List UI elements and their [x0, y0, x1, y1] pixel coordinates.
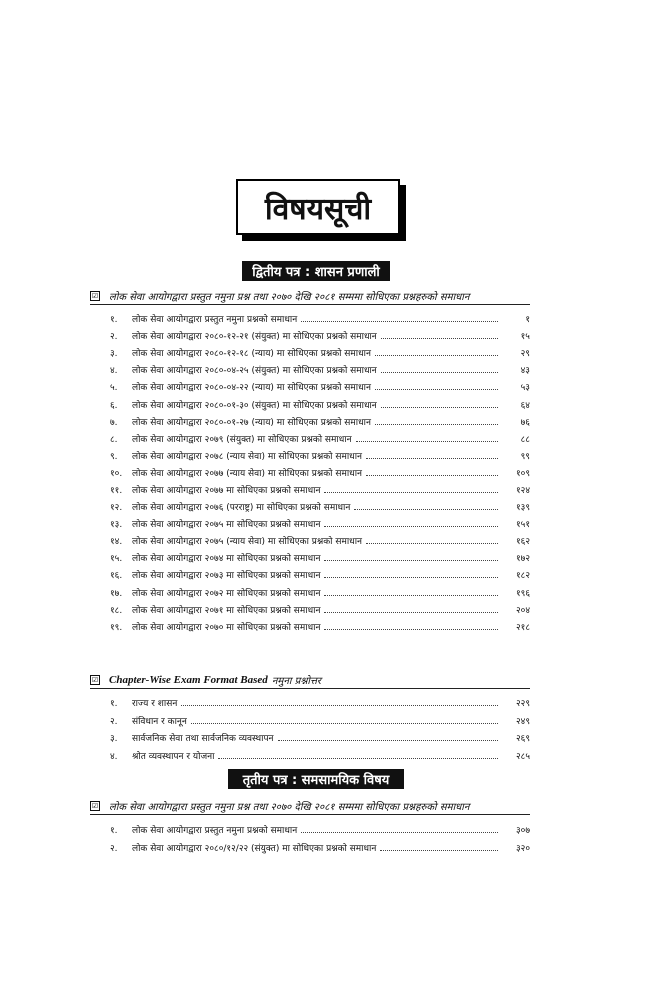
checkbox-icon: ☑	[91, 675, 99, 684]
toc-leader-dots	[380, 850, 498, 851]
checkbox-icon: ☑	[91, 801, 99, 810]
toc-entry[interactable]	[110, 584, 530, 601]
toc-entry-title: लोक सेवा आयोगद्वारा २०७२ मा सोधिएका प्रश्नको समाधान	[132, 588, 321, 599]
toc-entry[interactable]	[110, 395, 530, 412]
toc-entry[interactable]	[110, 515, 530, 532]
toc-entry-title: लोक सेवा आयोगद्वारा २०७४ मा सोधिएका प्रश्नको समाधान	[132, 554, 321, 565]
section-heading-text: नमुना प्रश्नोत्तर	[271, 675, 322, 687]
toc-entry-title: लोक सेवा आयोगद्वारा २०७५ मा सोधिएका प्रश्नको समाधान	[132, 520, 321, 531]
toc-entry-page: २२९	[515, 699, 530, 710]
toc-entry-page: १२४	[515, 485, 530, 496]
toc-entry-title: लोक सेवा आयोगद्वारा २०७६ (परराष्ट्र) मा सोधिएका प्रश्नको समाधान	[132, 503, 351, 514]
toc-entry[interactable]	[110, 464, 530, 481]
toc-entry-page: १	[525, 315, 530, 326]
toc-entry-number: १७.	[110, 588, 123, 599]
toc-entry-page: ८८	[520, 434, 530, 445]
toc-leader-dots	[218, 758, 498, 759]
toc-entry[interactable]	[110, 361, 530, 378]
toc-entry-title: लोक सेवा आयोगद्वारा २०७७ (न्याय सेवा) मा सोधिएका प्रश्नको समाधान	[132, 468, 363, 479]
toc-leader-dots	[375, 424, 498, 425]
toc-leader-dots	[381, 372, 498, 373]
toc-entry[interactable]	[110, 481, 530, 498]
toc-entry-title: लोक सेवा आयोगद्वारा २०७३ मा सोधिएका प्रश्नको समाधान	[132, 571, 321, 582]
toc-entry[interactable]	[110, 601, 530, 618]
toc-leader-dots	[375, 389, 498, 390]
toc-entry[interactable]	[110, 839, 530, 857]
toc-entry-page: १०९	[515, 468, 530, 479]
toc-entry[interactable]	[110, 694, 530, 712]
toc-entry-number: १.	[110, 826, 118, 837]
toc-entry-title: लोक सेवा आयोगद्वारा प्रस्तुत नमुना प्रश्नको समाधान	[132, 826, 298, 837]
toc-entry-title: लोक सेवा आयोगद्वारा २०८०-०१-३० (संयुक्त) मा सोधिएका प्रश्नको समाधान	[132, 400, 377, 411]
toc-entry-number: ३.	[110, 349, 118, 360]
toc-entry-number: ८.	[110, 434, 118, 445]
toc-entry-title: लोक सेवा आयोगद्वारा २०७१ मा सोधिएका प्रश्नको समाधान	[132, 605, 321, 616]
toc-entry-page: १५	[520, 332, 530, 343]
toc-leader-dots	[324, 629, 498, 630]
toc-entry[interactable]	[110, 618, 530, 635]
toc-entry-title: लोक सेवा आयोगद्वारा २०७५ (न्याय सेवा) मा सोधिएका प्रश्नको समाधान	[132, 537, 363, 548]
toc-entry[interactable]	[110, 712, 530, 730]
toc-entry-number: १८.	[110, 605, 123, 616]
toc-leader-dots	[191, 723, 498, 724]
toc-leader-dots	[366, 458, 498, 459]
toc-entry-page: ५३	[520, 383, 530, 394]
toc-entry-title: लोक सेवा आयोगद्वारा २०८०-१२-१८ (न्याय) मा सोधिएका प्रश्नको समाधान	[132, 349, 371, 360]
toc-leader-dots	[366, 543, 498, 544]
toc-leader-dots	[181, 705, 498, 706]
toc-entry[interactable]	[110, 532, 530, 549]
toc-entry[interactable]	[110, 430, 530, 447]
toc-entry-number: ११.	[110, 485, 123, 496]
toc-leader-dots	[324, 560, 498, 561]
toc-entry-page: १९६	[515, 588, 530, 599]
toc-entry-page: ३२०	[515, 843, 530, 854]
section-heading-text: लोक सेवा आयोगद्वारा प्रस्तुत नमुना प्रश्न तथा २०७० देखि २०८१ सम्ममा सोधिएका प्रश्नहरुको समाधान	[109, 801, 470, 813]
toc-entry-title: लोक सेवा आयोगद्वारा २०७० मा सोधिएका प्रश्नको समाधान	[132, 622, 321, 633]
toc-entry[interactable]	[110, 498, 530, 515]
toc-list-paper2-chapterwise	[110, 694, 530, 764]
toc-entry-title: श्रोत व्यवस्थापन र योजना	[132, 751, 215, 762]
toc-entry-number: २.	[110, 332, 118, 343]
toc-entry-title: राज्य र शासन	[132, 699, 178, 710]
toc-leader-dots	[366, 475, 498, 476]
toc-leader-dots	[324, 492, 498, 493]
toc-entry[interactable]	[110, 327, 530, 344]
toc-entry[interactable]	[110, 566, 530, 583]
toc-entry-number: १५.	[110, 554, 123, 565]
toc-entry-number: ९.	[110, 451, 118, 462]
toc-list-paper3-past	[110, 821, 530, 856]
toc-entry-number: ६.	[110, 400, 118, 411]
toc-entry-title: लोक सेवा आयोगद्वारा २०८०-१२-२१ (संयुक्त) मा सोधिएका प्रश्नको समाधान	[132, 332, 377, 343]
toc-entry[interactable]	[110, 729, 530, 747]
toc-entry-title: लोक सेवा आयोगद्वारा २०७८ (न्याय सेवा) मा सोधिएका प्रश्नको समाधान	[132, 451, 363, 462]
toc-entry-number: २.	[110, 716, 118, 727]
toc-entry[interactable]	[110, 344, 530, 361]
toc-entry-title: लोक सेवा आयोगद्वारा २०८०-०१-२७ (न्याय) मा सोधिएका प्रश्नको समाधान	[132, 417, 371, 428]
toc-entry-number: ५.	[110, 383, 118, 394]
section-heading-text: लोक सेवा आयोगद्वारा प्रस्तुत नमुना प्रश्न तथा २०७० देखि २०८१ सम्ममा सोधिएका प्रश्नहरुको समाधान	[109, 291, 470, 303]
toc-leader-dots	[324, 612, 498, 613]
toc-entry-number: ४.	[110, 366, 118, 377]
toc-entry-page: २६९	[515, 734, 530, 745]
toc-entry-title: सार्वजनिक सेवा तथा सार्वजनिक व्यवस्थापन	[132, 734, 274, 745]
toc-entry-page: ४३	[520, 366, 530, 377]
toc-entry[interactable]	[110, 413, 530, 430]
toc-entry-page: २९	[520, 349, 530, 360]
toc-list-paper2-past	[110, 310, 530, 635]
toc-entry-page: २१८	[515, 622, 530, 633]
toc-entry-number: १३.	[110, 520, 123, 531]
toc-entry-title: लोक सेवा आयोगद्वारा २०७७ मा सोधिएका प्रश्नको समाधान	[132, 485, 321, 496]
toc-entry-page: ९९	[520, 451, 530, 462]
toc-entry-number: १.	[110, 699, 118, 710]
toc-entry-number: २.	[110, 843, 118, 854]
toc-entry-number: १.	[110, 315, 118, 326]
paper-2-heading: द्वितीय पत्र : शासन प्रणाली	[242, 261, 390, 281]
section-heading-latin: Chapter-Wise Exam Format Based	[109, 673, 268, 686]
toc-leader-dots	[301, 321, 498, 322]
toc-leader-dots	[301, 832, 498, 833]
toc-entry-page: २४९	[515, 716, 530, 727]
toc-entry-title: लोक सेवा आयोगद्वारा २०८०-०४-२५ (संयुक्त) मा सोधिएका प्रश्नको समाधान	[132, 366, 377, 377]
toc-entry-title: लोक सेवा आयोगद्वारा २०८०/१२/२२ (संयुक्त) मा सोधिएका प्रश्नको समाधान	[132, 843, 377, 854]
toc-entry[interactable]	[110, 821, 530, 839]
toc-entry-number: ७.	[110, 417, 118, 428]
toc-entry-page: ३०७	[515, 826, 530, 837]
page-title: विषयसूची	[236, 179, 400, 235]
toc-entry-title: लोक सेवा आयोगद्वारा २०७९ (संयुक्त) मा सोधिएका प्रश्नको समाधान	[132, 434, 352, 445]
toc-entry-number: १४.	[110, 537, 123, 548]
toc-entry-page: १५१	[515, 520, 530, 531]
section-heading-chapterwise	[90, 671, 530, 689]
toc-leader-dots	[375, 355, 498, 356]
toc-entry-number: १०.	[110, 468, 123, 479]
paper-3-heading: तृतीय पत्र : समसामयिक विषय	[228, 769, 404, 789]
toc-entry[interactable]	[110, 378, 530, 395]
toc-leader-dots	[381, 338, 498, 339]
toc-entry[interactable]	[110, 747, 530, 765]
title-block	[236, 179, 408, 243]
section-heading-paper3-past	[90, 797, 530, 815]
toc-leader-dots	[381, 407, 498, 408]
toc-entry-title: संविधान र कानून	[132, 716, 187, 727]
toc-leader-dots	[278, 740, 498, 741]
toc-entry-page: ६४	[520, 400, 530, 411]
toc-entry-page: २०४	[515, 605, 530, 616]
toc-entry-page: १७२	[515, 554, 530, 565]
toc-leader-dots	[354, 509, 498, 510]
toc-entry-page: २८५	[515, 751, 530, 762]
toc-entry-title: लोक सेवा आयोगद्वारा २०८०-०४-२२ (न्याय) मा सोधिएका प्रश्नको समाधान	[132, 383, 371, 394]
toc-leader-dots	[324, 595, 498, 596]
toc-entry-number: १९.	[110, 622, 123, 633]
toc-leader-dots	[324, 577, 498, 578]
toc-entry-page: १३९	[515, 503, 530, 514]
toc-entry[interactable]	[110, 549, 530, 566]
toc-entry-number: ३.	[110, 734, 118, 745]
toc-entry-page: ७६	[520, 417, 530, 428]
toc-entry-number: १२.	[110, 503, 123, 514]
toc-entry[interactable]	[110, 447, 530, 464]
section-heading-past-questions	[90, 287, 530, 305]
checkbox-icon: ☑	[91, 291, 99, 300]
toc-entry-title: लोक सेवा आयोगद्वारा प्रस्तुत नमुना प्रश्नको समाधान	[132, 315, 298, 326]
toc-leader-dots	[324, 526, 498, 527]
toc-entry[interactable]	[110, 310, 530, 327]
toc-entry-page: १८२	[515, 571, 530, 582]
toc-entry-page: १६२	[515, 537, 530, 548]
toc-leader-dots	[356, 441, 498, 442]
toc-entry-number: १६.	[110, 571, 123, 582]
toc-entry-number: ४.	[110, 751, 118, 762]
